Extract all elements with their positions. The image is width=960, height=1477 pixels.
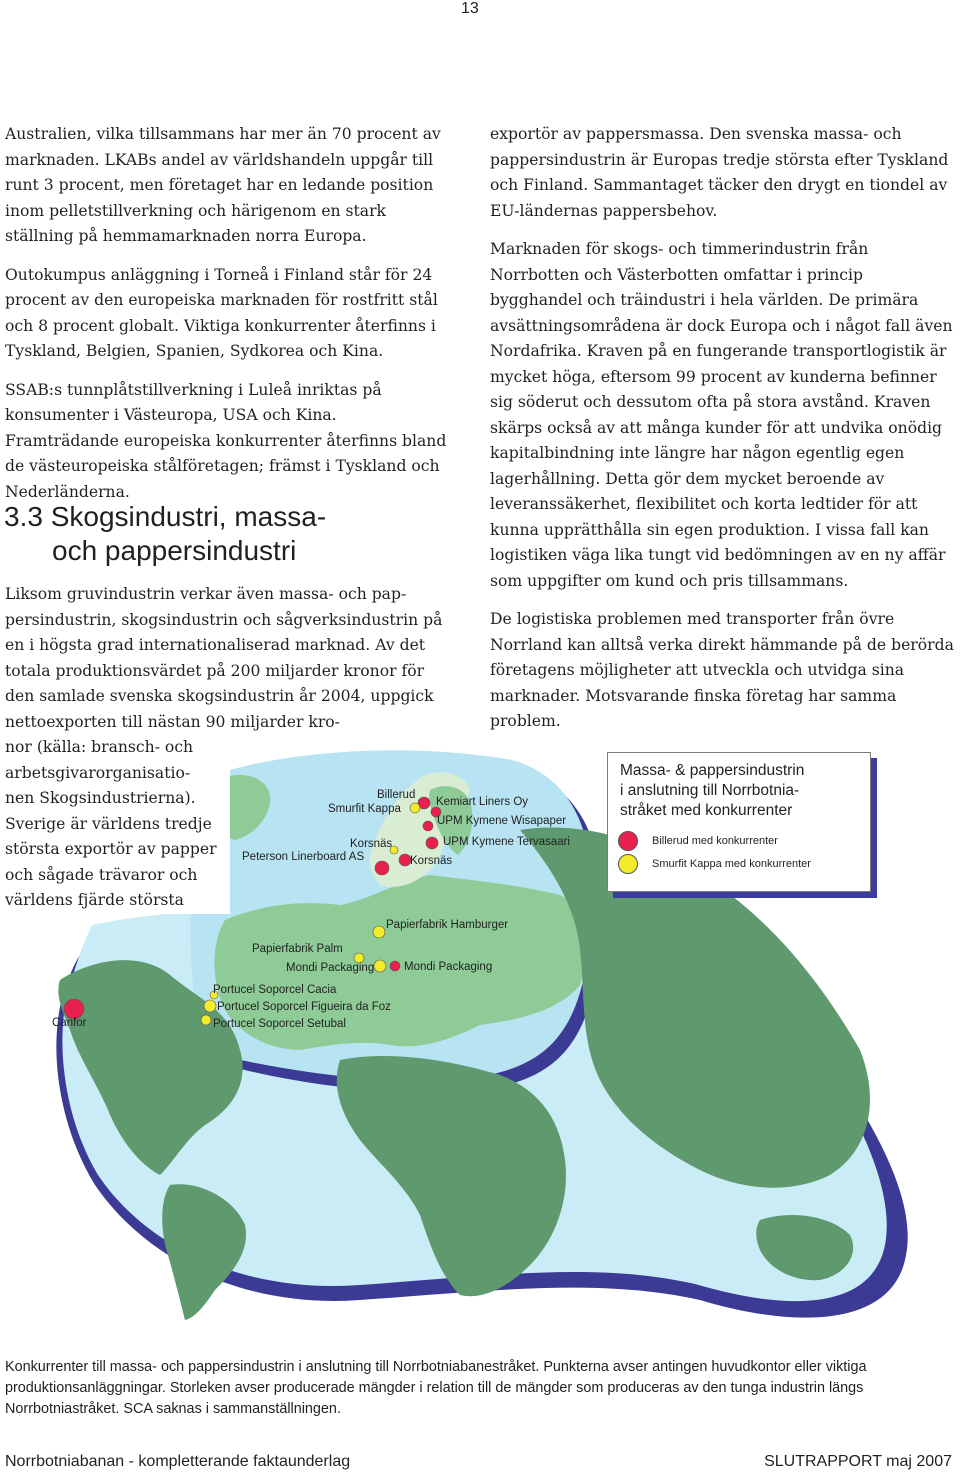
legend-item-billerud bbox=[618, 831, 778, 851]
body-line: nen Skogsindustrierna). bbox=[5, 789, 196, 807]
right-paragraph-1: exportör av pappersmassa. Den svenska massa- och pappersindustrin är Europas tredje största efter Tyskland och Finland. Sammantaget täcker den drygt en tiondel av EU-ländernas pappersbehov. bbox=[490, 125, 949, 220]
marker-mondi-2 bbox=[390, 961, 400, 971]
right-paragraph-2: Marknaden för skogs- och timmerindustrin från Norrbotten och Västerbotten omfattar i princip bygghandel och träindustri i hela världen. De primära avsättningsområdena är dock Europa och i något fall även Nordafrika. Kraven på en fungerande transportlogistik är mycket höga, eftersom 99 procent av kunderna befinner sig söderut och dessutom ofta på stora avstånd. Kraven skärps också av att många kunder för att undvika onödig kapitalbindning inte längre har någon egentlig egen lagerhållning. Detta gör dem mycket beroende av leveranssäkerhet, flexibilitet och korta ledtider för att kunna upprätthålla sin egen produktion. I vissa fall kan logistiken väga lika tungt vid bedömningen av en ny affär som uppgifter om kund och pris tillsammans. bbox=[490, 240, 953, 590]
right-paragraph-3: De logistiska problemen med transporter från övre Norrland kan alltså verka direkt hämmande på de berörda företagens möjligheter att utveckla och utvidga sina marknader. Motsvarande finska företag har samma problem. bbox=[490, 610, 954, 730]
body-line: Sverige är världens tredje bbox=[5, 814, 212, 833]
label-korsnas-1: Korsnäs bbox=[350, 838, 393, 850]
body-line: största exportör av papper bbox=[5, 840, 217, 858]
section-heading bbox=[4, 500, 326, 568]
section-body-full-lines bbox=[5, 582, 455, 735]
body-line: persindustrin, skogsindustrin och sågverksindustrin på bbox=[5, 610, 443, 629]
label-upm-tervasaari: UPM Kymene Tervasaari bbox=[443, 836, 570, 848]
label-billerud: Billerud bbox=[377, 789, 416, 801]
legend-title bbox=[620, 761, 804, 821]
marker-canfor bbox=[64, 999, 84, 1019]
legend-item-label: Smurfit Kappa med konkurrenter bbox=[652, 858, 811, 870]
label-portucel-setubal: Portucel Soporcel Setubal bbox=[213, 1018, 346, 1030]
figure-caption: Konkurrenter till massa- och pappersindustrin i anslutning till Norrbotniabanestråket. Punkterna avser antingen huvudkontor eller viktiga produktionsanläggningar. Storleken avser producerade mängder i relation till de mängder som produceras av den tunga industrin längs Norrbotniastråket. SCA saknas i sammanställningen. bbox=[5, 1359, 867, 1417]
map-legend bbox=[607, 752, 871, 892]
legend-item-smurfit bbox=[618, 854, 811, 874]
section-body bbox=[5, 582, 455, 914]
legend-title-line-1: Massa- & pappersindustrin bbox=[620, 762, 805, 779]
left-paragraph-3: SSAB:s tunnplåtstillverkning i Luleå inriktas på konsumenter i Västeuropa, USA och Kina. Framträdande europeiska konkurrenter återfinns bland de västeuropeiska stålföretagen; främst i Tyskland och Nederländerna. bbox=[5, 380, 447, 501]
legend-title-line-2: i anslutning till Norrbotnia- bbox=[620, 782, 800, 799]
label-kemiart: Kemiart Liners Oy bbox=[436, 796, 529, 808]
body-line: och sågade trävaror och bbox=[5, 865, 198, 884]
legend-title-line-3: stråket med konkurrenter bbox=[620, 802, 793, 819]
label-canfor: Canfor bbox=[52, 1017, 87, 1029]
label-portucel-figueira: Portucel Soporcel Figueira da Foz bbox=[217, 1001, 391, 1013]
label-upm-wisapaper: UPM Kymene Wisapaper bbox=[437, 815, 567, 827]
label-peterson: Peterson Linerboard AS bbox=[242, 851, 365, 863]
body-line: nettoexporten till nästan 90 miljarder kro- bbox=[5, 712, 340, 731]
body-line: nor (källa: bransch- och bbox=[5, 738, 194, 756]
right-column bbox=[490, 122, 955, 735]
body-line: arbetsgivarorganisatio- bbox=[5, 763, 191, 782]
legend-red-dot-icon bbox=[618, 831, 638, 851]
left-column bbox=[5, 122, 453, 505]
legend-item-label: Billerud med konkurrenter bbox=[652, 835, 778, 847]
label-korsnas-2: Korsnäs bbox=[410, 855, 453, 867]
label-portucel-cacia: Portucel Soporcel Cacia bbox=[213, 984, 337, 996]
label-papierfabrik-palm: Papierfabrik Palm bbox=[252, 943, 343, 955]
body-line: en i högsta grad internationaliserad marknad. Av det bbox=[5, 636, 426, 654]
marker-portucel-setubal bbox=[201, 1015, 211, 1025]
footer-left: Norrbotniabanan - kompletterande faktaunderlag bbox=[5, 1453, 351, 1470]
body-line: totala produktionsvärdet på 200 miljarder kronor för bbox=[5, 661, 425, 680]
legend-yellow-dot-icon bbox=[618, 854, 638, 874]
marker-papierfabrik-hamburger bbox=[373, 926, 385, 938]
page-number: 13 bbox=[461, 0, 479, 17]
left-paragraph-1: Australien, vilka tillsammans har mer än 70 procent av marknaden. LKABs andel av världshandeln uppgår till runt 3 procent, men företaget har en ledande position inom pelletstillverkning och härigenom en stark ställning på hemmamarknaden norra Europa. bbox=[5, 125, 441, 245]
body-line: Liksom gruvindustrin verkar även massa- och pap- bbox=[5, 585, 407, 603]
section-heading-line-1: 3.3 Skogsindustri, massa- bbox=[4, 501, 327, 532]
body-line: världens fjärde största bbox=[5, 891, 184, 909]
section-body-narrow-lines bbox=[5, 735, 230, 914]
section-heading-line-2: och pappersindustri bbox=[52, 535, 297, 566]
marker-mondi-1 bbox=[374, 960, 386, 972]
label-smurfit-kappa: Smurfit Kappa bbox=[328, 803, 401, 815]
footer-right: SLUTRAPPORT maj 2007 bbox=[764, 1453, 952, 1470]
left-paragraph-2: Outokumpus anläggning i Torneå i Finland står för 24 procent av den europeiska marknaden för rostfritt stål och 8 procent globalt. Viktiga konkurrenter återfinns i Tyskland, Belgien, Spanien, Sydkorea och Kina. bbox=[5, 265, 438, 360]
body-line: den samlade svenska skogsindustrin år 2004, uppgick bbox=[5, 687, 434, 705]
label-mondi-1: Mondi Packaging bbox=[286, 962, 375, 974]
label-papierfabrik-hamburger: Papierfabrik Hamburger bbox=[386, 919, 509, 931]
label-mondi-2: Mondi Packaging bbox=[404, 961, 493, 973]
marker-portucel-figueira bbox=[204, 1000, 216, 1012]
